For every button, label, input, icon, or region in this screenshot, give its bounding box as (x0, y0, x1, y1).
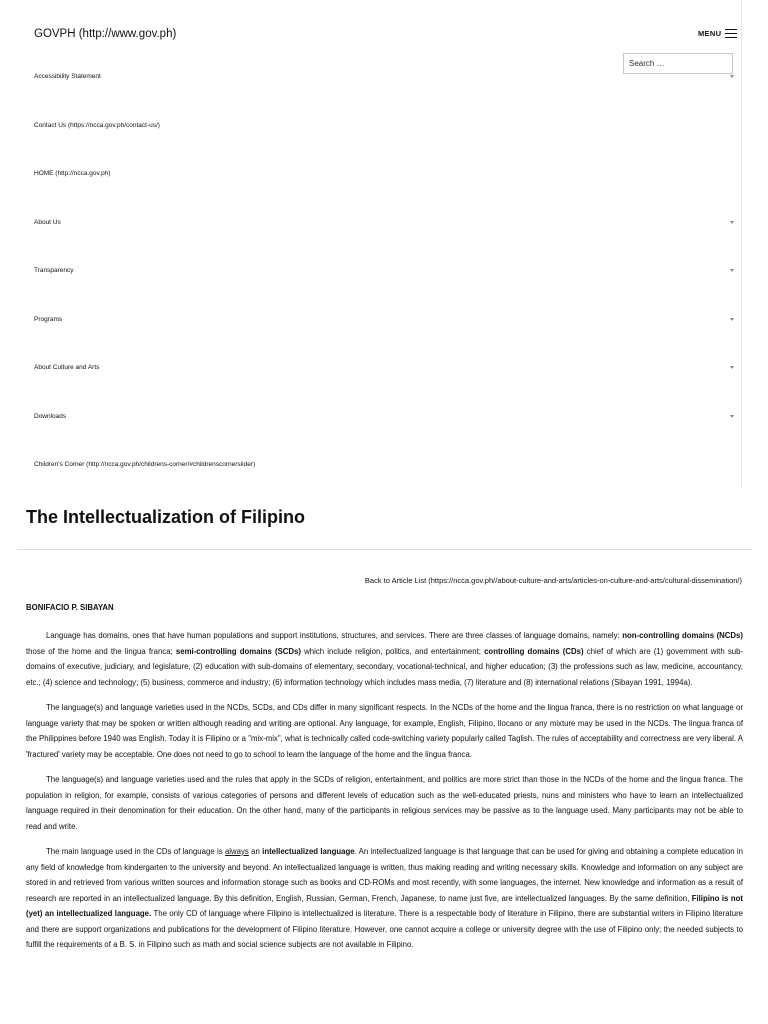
menu-label: MENU (698, 29, 722, 38)
nav-item-about-us[interactable] (34, 215, 738, 229)
chevron-down-icon[interactable] (730, 75, 734, 78)
nav-item-label: Transparency (34, 266, 74, 274)
title-divider (17, 549, 752, 550)
hamburger-icon (725, 29, 737, 38)
nav-item-accessibility[interactable] (34, 69, 738, 83)
nav-item-label: About Culture and Arts (34, 363, 100, 371)
chevron-down-icon[interactable] (730, 269, 734, 272)
chevron-down-icon[interactable] (730, 221, 734, 224)
nav-item-childrens-corner[interactable] (34, 457, 738, 471)
nav-item-home[interactable] (34, 166, 738, 180)
nav-item-contact[interactable] (34, 118, 738, 132)
nav-item-label: Accessibility Statement (34, 72, 101, 80)
chevron-down-icon[interactable] (730, 318, 734, 321)
nav-item-culture-arts[interactable] (34, 360, 738, 374)
nav-item-label: About Us (34, 218, 61, 226)
nav-item-label: HOME (http://ncca.gov.ph) (34, 169, 111, 177)
site-title[interactable]: GOVPH (http://www.gov.ph) (34, 28, 177, 40)
back-to-article-list-link[interactable]: Back to Article List (https://ncca.gov.ph//about-culture-and-arts/articles-on-culture-and-arts/cultural-dissemination/) (364, 576, 742, 585)
nav-item-label: Contact Us (https://ncca.gov.ph/contact-us/) (34, 121, 160, 129)
paragraph-1: Language has domains, ones that have human populations and support institutions, structures, and services. There are three classes of language domains, namely: non-controlling domains (NCDs) those of the home and the lingua franca; semi-controlling domains (SCDs) which include religion, politics, and entertainment; controlling domains (CDs) chief of which are (1) government with sub-domains of executive, judiciary, and legislature, (2) education with sub-domains of elementary, secondary, vocational-technical, and higher education; (3) the professions such as law, medicine, accountancy, etc.; (4) science and technology; (5) business, commerce and industry; (6) information technology which includes mass media, (7) literature and (8) international relations (Sibayan 1991, 1994a). (26, 631, 744, 687)
paragraph-2: The language(s) and language varieties used in the NCDs, SCDs, and CDs differ in many significant respects. In the NCDs of the home and the lingua franca, there is no restriction on what language or language variety that may be spoken or written although reading and writing are optional. Any language, for example, English, Filipino, Ilocano or any mixture may be used in the NCDs. The lingua franca of the Philippines before 1940 was English. Today it is Filipino or a "mix-mix", what is technically called code-switching variety popularly called Taglish. The rules of acceptability and correctness are very liberal. A 'fractured' variety may be acceptable. One does not need to go to school to learn the language of the home and the lingua franca. (26, 703, 743, 759)
paragraph-4: The main language used in the CDs of language is always an intellectualized language. An intellectualized language is that language that can be used for giving and obtaining a complete education in any field of knowledge from kindergarten to the university and beyond. An intellectualized language is written, thus making reading and writing necessary skills. Knowledge and information on any subject are stored in and retrieved from various written sources and information storage such as books and CD-ROMs and most recently, with some languages, the internet. New knowledge and information as a result of research are reported in an intellectualized language. By this definition, English, Russian, German, French, Japanese, to name just five, are intellectualized languages. By the same definition, Filipino is not (yet) an intellectualized language. The only CD of language where Filipino is intellectualized is literature. There is a respectable body of literature in Filipino, there are substantial writers in Filipino literature and there are support organizations and publications for the development of Filipino literature. However, one cannot acquire a college or university degree with the use of Filipino only; the needed subjects to fulfill the requirements of a B. S. in Filipino such as math and social science subjects are not available in Filipino. (26, 847, 744, 949)
chevron-down-icon[interactable] (730, 415, 734, 418)
menu-toggle-button[interactable] (698, 29, 737, 38)
nav-item-downloads[interactable] (34, 409, 738, 423)
nav-item-transparency[interactable] (34, 263, 738, 277)
nav-item-programs[interactable] (34, 312, 738, 326)
menu-panel-border (741, 0, 742, 488)
article-author: BONIFACIO P. SIBAYAN (26, 603, 114, 612)
nav-item-label: Downloads (34, 412, 67, 420)
chevron-down-icon[interactable] (730, 366, 734, 369)
nav-item-label: Children's Corner (http://ncca.gov.ph/childrens-corner/#childrenscornerslider) (34, 460, 256, 468)
article-body (26, 628, 743, 963)
paragraph-3: The language(s) and language varieties used and the rules that apply in the SCDs of religion, entertainment, and politics are more strict than those in the NCDs of the home and the lingua franca. The population in religion, for example, consists of various categories of persons and different levels of education such as the well-educated priests, nuns and ministers who have to learn an intellectualized language required in their denomination for their education. On the other hand, many of the participants in religious services may be passive as to the language used. Many participants may not be able to read and write. (26, 775, 743, 831)
page-title: The Intellectualization of Filipino (26, 507, 305, 527)
nav-item-label: Programs (34, 315, 63, 323)
